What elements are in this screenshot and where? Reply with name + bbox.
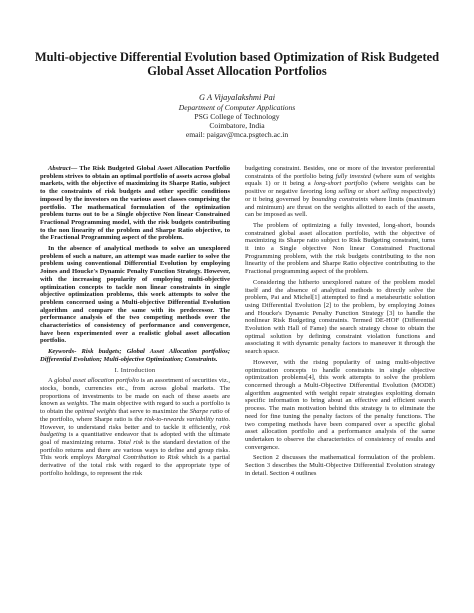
paper-title: Multi-objective Differential Evolution based Optimization of Risk Budgeted Global Asset Allocation Portfolios <box>34 50 440 78</box>
left-column <box>40 165 230 480</box>
author-city: Coimbatore, India <box>209 121 265 130</box>
author-name: G A Vijayalakshmi Pai <box>198 93 276 102</box>
abstract-paragraph <box>40 165 230 242</box>
author-block <box>110 93 364 139</box>
body-paragraph-1: budgeting constraint. Besides, one or more of the investor preferential constraints of the portfolio being fully invested (where sum of weights equals 1) or it being a long-short portfolio (where weights can be positive or negative favoring long selling or short selling respectively) or it being governed by bounding constraints where limits (maximum and minimum) are thrust on the weights allotted to each of the assets, can be imposed as well. <box>245 165 436 219</box>
right-column <box>245 165 435 480</box>
keywords-paragraph: Keywords- Risk budgets; Global Asset Allocation portfolios; Differential Evolution; Multi-objective Optimization; Constraints. <box>40 348 230 363</box>
section-heading-introduction: I. Introduction <box>114 366 156 374</box>
abstract-paragraph-2: In the absence of analytical methods to solve an unexplored problem of such a nature, an attempt was made earlier to solve the problem using conventional Differential Evolution by employing Joines and Houcke's Dynamic Penalty Function Strategy. However, with the increasing popularity of employing multi-objective optimization concepts to tackle non linear constraints in single objective optimization problems, this work attempts to solve the problem concerned using a Multi-objective Differential Evolution algorithm and compare the same with its predecessor. The performance analysis of the two competing methods over the characteristics of consistency of performance and convergence, have been experimented over a realistic global asset allocation portfolio. <box>40 245 230 345</box>
abstract-lead: Abstract <box>48 165 71 172</box>
author-department: Department of Computer Applications <box>178 103 296 112</box>
introduction-paragraph: A global asset allocation portfolio is an assortment of securities viz., stocks, bonds, currencies etc., from across global markets. The proportions of investments to be made on each of these assets are known as weights. The main objective with regard to such a portfolio is to obtain the optimal weights that serve to maximize the Sharpe ratio of the portfolio, where Sharpe ratio is the risk-to-rewards variability ratio. However, to understand risks better and to tackle it efficiently, risk budgeting is a quantitative endeavor that is adopted with the ultimate goal of maximizing returns. Total risk is the standard deviation of the portfolio returns and there are various ways to define and group risks. This work employs Marginal Contribution to Risk which is a partial derivative of the total risk with regard to the appropriate type of portfolio holdings, to represent the risk <box>40 377 230 477</box>
author-email: email: paigav@mca.psgtech.ac.in <box>185 130 289 139</box>
body-paragraph-5: Section 2 discusses the mathematical formulation of the problem. Section 3 describes the Multi-Objective Differential Evolution strategy in detail. Section 4 outlines <box>245 454 435 477</box>
body-paragraph-2: The problem of optimizing a fully invested, long-short, bounds constrained global asset allocation portfolio, with the objective of maximizing its Sharpe ratio subject to Risk Budgeting constraint, turns it into a Single objective Non linear Constrained Fractional Programming problem, with the risk budgets contributing to the non linearity of the problem and Sharpe Ratio objective contributing to the Fractional programming aspect of the problem. <box>245 221 435 276</box>
abstract-text: — The Risk Budgeted Global Asset Allocation Portfolio problem strives to obtain an optimal portfolio of assets across global markets, with the objective of maximizing its Sharpe Ratio, subject to the constraints of risk budgets and other specific conditions imposed by the investors on the various asset classes comprising the portfolio. The mathematical formulation of the optimization problem turns out to be a Single objective Non linear Constrained Fractional Programming model, with the risk budgets contributing to the non linearity of the problem and Sharpe Ratio objective, to the Fractional Programming aspect of the problem. <box>40 165 230 242</box>
author-organization: PSG College of Technology <box>194 112 280 121</box>
body-paragraph-4: However, with the rising popularity of using multi-objective optimization concepts to handle constraints in single objective optimization problems[4], this work attempts to solve the problem concerned through a Multi-Objective Differential Evolution (MODE) algorithm augmented with weight repair strategies exploiting domain specific information to bring about an effective and efficient search process. The main motivation behind this strategy is to eliminate the need for fine tuning the penalty factors of the penalty functions. The two competing methods have been compared over a specific global asset allocation portfolio and a performance analysis of the same undertaken to observe the characteristics of consistency of results and convergence. <box>245 358 435 451</box>
body-paragraph-3: Considering the hitherto unexplored nature of the problem model itself and the absence of analytical methods to directly solve the problem, Pai and Michel[1] attempted to find a metaheuristic solution using Differential Evolution [2] to the problem, by employing Joines and Houcke's Dynamic Penalty Function Strategy [3] to handle the nonlinear Risk Budgeting constraints. Termed DE-HOF (Differential Evolution with Hall of Fame) the search strategy chose to obtain the optimal solution by defining constraint violation functions and associating it with dynamic penalty factors to maneuver it through the search space. <box>245 278 435 356</box>
